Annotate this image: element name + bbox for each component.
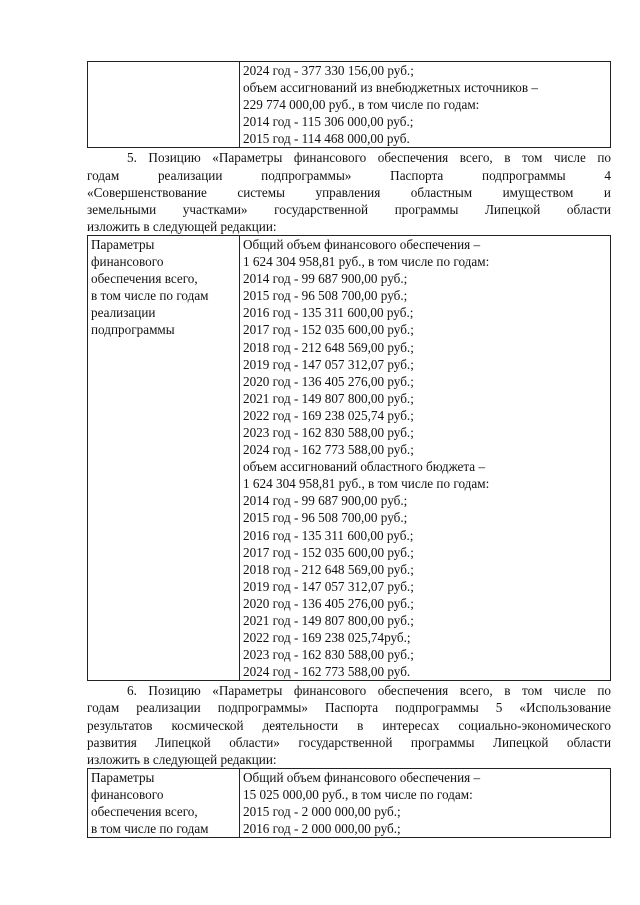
- table-line: 2019 год - 147 057 312,07 руб.;: [243, 356, 414, 372]
- table-line: 2014 год - 99 687 900,00 руб.;: [243, 271, 408, 287]
- paragraph-line: «Совершенствование системы управления областным имуществом и: [87, 184, 611, 200]
- label-line: в том числе по годам: [91, 821, 209, 837]
- paragraph-line: 5. Позицию «Параметры финансового обеспечения всего, в том числе по: [127, 150, 611, 166]
- table-value-cell: [240, 235, 611, 680]
- paragraph-line: изложить в следующей редакции:: [87, 218, 277, 234]
- paragraph-line: 6. Позицию «Параметры финансового обеспечения всего, в том числе по: [127, 683, 611, 699]
- table-row: [88, 768, 611, 837]
- paragraph-line: годам реализации подпрограммы» Паспорта подпрограммы 4: [87, 167, 611, 183]
- table-line: 15 025 000,00 руб., в том числе по годам:: [243, 786, 473, 802]
- table-line: 2019 год - 147 057 312,07 руб.;: [243, 578, 414, 594]
- table-line: 2020 год - 136 405 276,00 руб.;: [243, 373, 414, 389]
- label-line: в том числе по годам: [91, 288, 209, 304]
- table-line: 2018 год - 212 648 569,00 руб.;: [243, 339, 414, 355]
- paragraph-5: [87, 149, 611, 234]
- table-line: 2023 год - 162 830 588,00 руб.;: [243, 647, 414, 663]
- table-label-cell: [88, 768, 240, 837]
- table-continuation: [87, 61, 611, 148]
- label-line: Параметры: [91, 236, 155, 252]
- table-line: 2024 год - 162 773 588,00 руб.: [243, 664, 411, 680]
- table-label-cell: [88, 235, 240, 680]
- label-line: финансового: [91, 786, 164, 802]
- table-line: 1 624 304 958,81 руб., в том числе по годам:: [243, 476, 490, 492]
- paragraph-line: земельными участками» государственной программы Липецкой области: [87, 201, 611, 217]
- label-line: обеспечения всего,: [91, 804, 198, 820]
- label-line: реализации: [91, 305, 156, 321]
- table-label-cell: [88, 62, 240, 148]
- table-line: 1 624 304 958,81 руб., в том числе по годам:: [243, 254, 490, 270]
- table-line: 2015 год - 114 468 000,00 руб.: [243, 131, 410, 147]
- paragraph-line: годам реализации подпрограммы» Паспорта подпрограммы 5 «Использование: [87, 700, 611, 716]
- table-line: 2024 год - 162 773 588,00 руб.;: [243, 442, 414, 458]
- table-line: 2022 год - 169 238 025,74руб.;: [243, 630, 411, 646]
- label-line: Параметры: [91, 769, 155, 785]
- table-line: 2018 год - 212 648 569,00 руб.;: [243, 561, 414, 577]
- document-page: [87, 61, 611, 838]
- table-line: 2020 год - 136 405 276,00 руб.;: [243, 595, 414, 611]
- table-line: 2015 год - 2 000 000,00 руб.;: [243, 804, 401, 820]
- table-line: 2017 год - 152 035 600,00 руб.;: [243, 322, 414, 338]
- table-line: 2015 год - 96 508 700,00 руб.;: [243, 288, 408, 304]
- table-line: 2014 год - 99 687 900,00 руб.;: [243, 493, 408, 509]
- table-line: 2016 год - 135 311 600,00 руб.;: [243, 305, 414, 321]
- table-line: 2024 год - 377 330 156,00 руб.;: [243, 63, 414, 78]
- table-line: Общий объем финансового обеспечения –: [243, 236, 481, 252]
- table-line: 2016 год - 2 000 000,00 руб.;: [243, 821, 401, 837]
- table-line: 2014 год - 115 306 000,00 руб.;: [243, 114, 414, 130]
- paragraph-line: результатов космической деятельности в интересах социально-экономического: [87, 717, 611, 733]
- table-line: 2015 год - 96 508 700,00 руб.;: [243, 510, 408, 526]
- table-line: 229 774 000,00 руб., в том числе по годам:: [243, 97, 480, 113]
- table-line: 2023 год - 162 830 588,00 руб.;: [243, 424, 414, 440]
- table-line: 2016 год - 135 311 600,00 руб.;: [243, 527, 414, 543]
- label-line: финансового: [91, 254, 164, 270]
- table-value-cell: [240, 62, 611, 148]
- paragraph-line: изложить в следующей редакции:: [87, 751, 277, 767]
- table-line: 2021 год - 149 807 800,00 руб.;: [243, 613, 414, 628]
- table-row: [88, 62, 611, 148]
- label-line: обеспечения всего,: [91, 271, 198, 287]
- paragraph-6: [87, 682, 611, 767]
- label-line: подпрограммы: [91, 322, 175, 338]
- table-line: 2021 год - 149 807 800,00 руб.;: [243, 390, 414, 406]
- table-subprogram-4: [87, 235, 611, 681]
- table-line: 2017 год - 152 035 600,00 руб.;: [243, 544, 414, 560]
- table-line: Общий объем финансового обеспечения –: [243, 769, 481, 785]
- table-value-cell: [240, 768, 611, 837]
- table-line: объем ассигнований из внебюджетных источников –: [243, 80, 538, 96]
- table-row: [88, 235, 611, 680]
- table-subprogram-5: [87, 768, 611, 838]
- paragraph-line: развития Липецкой области» государственной программы Липецкой области: [87, 734, 611, 750]
- table-line: объем ассигнований областного бюджета –: [243, 459, 486, 475]
- table-line: 2022 год - 169 238 025,74 руб.;: [243, 407, 414, 423]
